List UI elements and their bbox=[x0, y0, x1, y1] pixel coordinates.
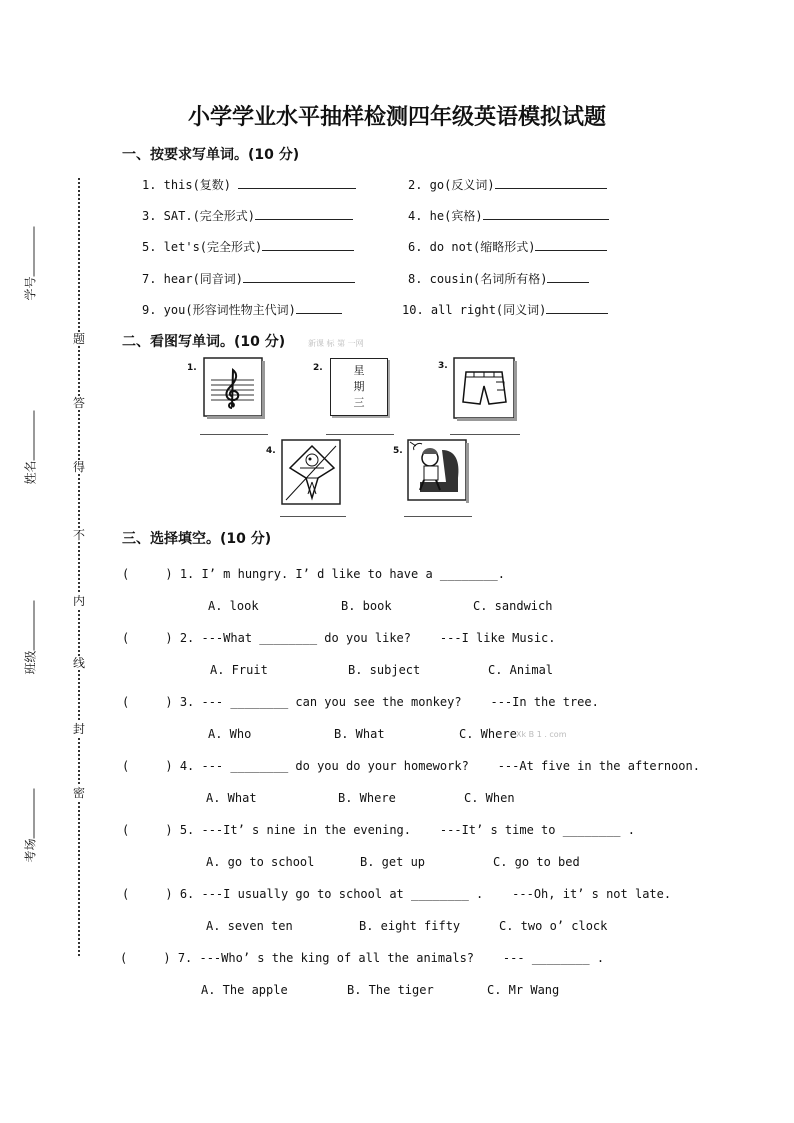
seal-char-feng: 封 bbox=[73, 722, 86, 736]
question-5-option-c: C. go to bed bbox=[493, 855, 580, 869]
question-1-option-a: A. look bbox=[208, 599, 259, 613]
word-item-5 bbox=[142, 238, 354, 255]
question-7-option-c: C. Mr Wang bbox=[487, 983, 560, 997]
picture-3-number: 3. bbox=[438, 361, 448, 371]
word-item-9 bbox=[142, 301, 342, 318]
word-item-7 bbox=[142, 270, 355, 287]
question-4-option-b: B. Where bbox=[338, 791, 396, 805]
seal-dotted-line bbox=[78, 178, 80, 956]
seal-char-da: 答 bbox=[73, 396, 86, 410]
question-6-option-b: B. eight fifty bbox=[359, 919, 461, 933]
name-label: 姓名 bbox=[23, 460, 38, 485]
seal-char-de: 得 bbox=[73, 460, 86, 474]
question-5-option-b: B. get up bbox=[360, 855, 426, 869]
picture-5-number: 5. bbox=[393, 446, 403, 456]
answer-blank[interactable] bbox=[495, 176, 607, 189]
class-blank[interactable] bbox=[24, 600, 35, 650]
exam-room-label: 考场 bbox=[23, 838, 38, 863]
answer-bracket[interactable]: ( ) bbox=[122, 823, 173, 837]
question-5-text: 5. ---It’ s nine in the evening. ---It’ s time to ________ . bbox=[179, 823, 635, 837]
question-2-option-a: A. Fruit bbox=[210, 663, 268, 677]
question-4-option-c: C. When bbox=[464, 791, 515, 805]
question-7-option-a: A. The apple bbox=[201, 983, 288, 997]
question-2-option-c: C. Animal bbox=[488, 663, 554, 677]
word-item-10-text: 10. all right(同义词) bbox=[402, 303, 547, 317]
answer-blank[interactable] bbox=[238, 176, 356, 189]
answer-bracket[interactable]: ( ) bbox=[122, 631, 173, 645]
picture-4-number: 4. bbox=[266, 446, 276, 456]
question-3-text: 3. --- ________ can you see the monkey? ---In the tree. bbox=[179, 695, 599, 709]
question-6-text: 6. ---I usually go to school at ________ . ---Oh, it’ s not late. bbox=[179, 887, 672, 901]
word-item-3-text: 3. SAT.(完全形式) bbox=[142, 209, 256, 223]
weekday-char-1: 星 bbox=[353, 364, 365, 377]
answer-bracket[interactable]: ( ) bbox=[122, 887, 173, 901]
section3-heading: 三、选择填空。(10 分) bbox=[122, 531, 272, 547]
weekday-char-2: 期 bbox=[353, 380, 365, 393]
seal-char-mi: 密 bbox=[73, 786, 86, 800]
question-7-text: 7. ---Who’ s the king of all the animals? --- ________ . bbox=[177, 951, 605, 965]
name-field[interactable] bbox=[22, 405, 39, 485]
name-blank[interactable] bbox=[24, 410, 35, 460]
boy-on-sofa-icon bbox=[406, 438, 470, 504]
class-label: 班级 bbox=[23, 650, 38, 675]
shorts-icon bbox=[452, 356, 518, 422]
word-item-7-text: 7. hear(同音词) bbox=[142, 272, 244, 286]
question-2 bbox=[122, 631, 556, 645]
seal-char-xian: 线 bbox=[73, 656, 86, 670]
answer-blank[interactable] bbox=[535, 238, 607, 251]
answer-bracket[interactable]: ( ) bbox=[120, 951, 171, 965]
word-item-1 bbox=[142, 176, 356, 193]
answer-bracket[interactable]: ( ) bbox=[122, 567, 173, 581]
kite-icon bbox=[280, 438, 344, 508]
student-id-field[interactable] bbox=[22, 221, 39, 301]
weekday-card-icon bbox=[330, 358, 388, 416]
question-7 bbox=[120, 951, 604, 965]
word-item-3 bbox=[142, 207, 353, 224]
question-5-option-a: A. go to school bbox=[206, 855, 315, 869]
student-id-label: 学号 bbox=[23, 276, 38, 301]
treble-clef-icon bbox=[202, 356, 266, 420]
question-3-option-c: C. Where bbox=[459, 727, 517, 741]
answer-line-1[interactable] bbox=[200, 434, 268, 435]
picture-1-number: 1. bbox=[187, 363, 197, 373]
student-id-blank[interactable] bbox=[24, 226, 35, 276]
word-item-4 bbox=[408, 207, 609, 224]
question-4-text: 4. --- ________ do you do your homework? ---At five in the afternoon. bbox=[179, 759, 700, 773]
word-item-6 bbox=[408, 238, 607, 255]
answer-blank[interactable] bbox=[243, 270, 355, 283]
answer-line-2[interactable] bbox=[326, 434, 394, 435]
question-4-option-a: A. What bbox=[206, 791, 257, 805]
word-item-2-text: 2. go(反义词) bbox=[408, 178, 495, 192]
question-2-text: 2. ---What ________ do you like? ---I like Music. bbox=[179, 631, 556, 645]
word-item-4-text: 4. he(宾格) bbox=[408, 209, 483, 223]
question-5 bbox=[122, 823, 635, 837]
exam-room-blank[interactable] bbox=[24, 788, 35, 838]
word-item-10 bbox=[402, 301, 608, 318]
word-item-1-text: 1. this(复数) bbox=[142, 178, 232, 192]
question-3-option-b: B. What bbox=[334, 727, 385, 741]
word-item-9-text: 9. you(形容词性物主代词) bbox=[142, 303, 296, 317]
answer-blank[interactable] bbox=[296, 301, 342, 314]
answer-bracket[interactable]: ( ) bbox=[122, 759, 173, 773]
picture-2-number: 2. bbox=[313, 363, 323, 373]
answer-blank[interactable] bbox=[547, 270, 589, 283]
question-7-option-b: B. The tiger bbox=[347, 983, 434, 997]
word-item-8-text: 8. cousin(名词所有格) bbox=[408, 272, 548, 286]
question-3 bbox=[122, 695, 599, 709]
word-item-5-text: 5. let's(完全形式) bbox=[142, 240, 263, 254]
question-2-option-b: B. subject bbox=[348, 663, 421, 677]
question-1-text: 1. I’ m hungry. I’ d like to have a ________. bbox=[179, 567, 505, 581]
watermark-text: 新课 标 第 一网 bbox=[308, 339, 364, 348]
question-1-option-b: B. book bbox=[341, 599, 392, 613]
answer-blank[interactable] bbox=[255, 207, 353, 220]
answer-blank[interactable] bbox=[262, 238, 354, 251]
answer-line-5[interactable] bbox=[404, 516, 472, 517]
section2-heading: 二、看图写单词。(10 分) bbox=[122, 334, 286, 350]
page-title: 小学学业水平抽样检测四年级英语模拟试题 bbox=[187, 105, 606, 130]
answer-blank[interactable] bbox=[483, 207, 609, 220]
watermark-text: Xk B 1 . com bbox=[516, 730, 567, 739]
question-6 bbox=[122, 887, 671, 901]
answer-blank[interactable] bbox=[546, 301, 608, 314]
question-6-option-c: C. two o’ clock bbox=[499, 919, 608, 933]
word-item-6-text: 6. do not(缩略形式) bbox=[408, 240, 536, 254]
class-field[interactable] bbox=[22, 595, 39, 675]
seal-char-nei: 内 bbox=[73, 594, 86, 608]
section1-heading: 一、按要求写单词。(10 分) bbox=[122, 147, 300, 163]
exam-room-field[interactable] bbox=[22, 783, 39, 863]
question-6-option-a: A. seven ten bbox=[206, 919, 293, 933]
answer-line-4[interactable] bbox=[280, 516, 346, 517]
question-3-option-a: A. Who bbox=[208, 727, 252, 741]
question-1-option-c: C. sandwich bbox=[473, 599, 553, 613]
word-item-2 bbox=[408, 176, 607, 193]
question-4 bbox=[122, 759, 700, 773]
weekday-char-3: 三 bbox=[353, 396, 365, 409]
answer-line-3[interactable] bbox=[450, 434, 520, 435]
seal-char-bu: 不 bbox=[73, 528, 86, 542]
seal-char-ti: 题 bbox=[73, 332, 86, 346]
question-1 bbox=[122, 567, 505, 581]
word-item-8 bbox=[408, 270, 589, 287]
answer-bracket[interactable]: ( ) bbox=[122, 695, 173, 709]
